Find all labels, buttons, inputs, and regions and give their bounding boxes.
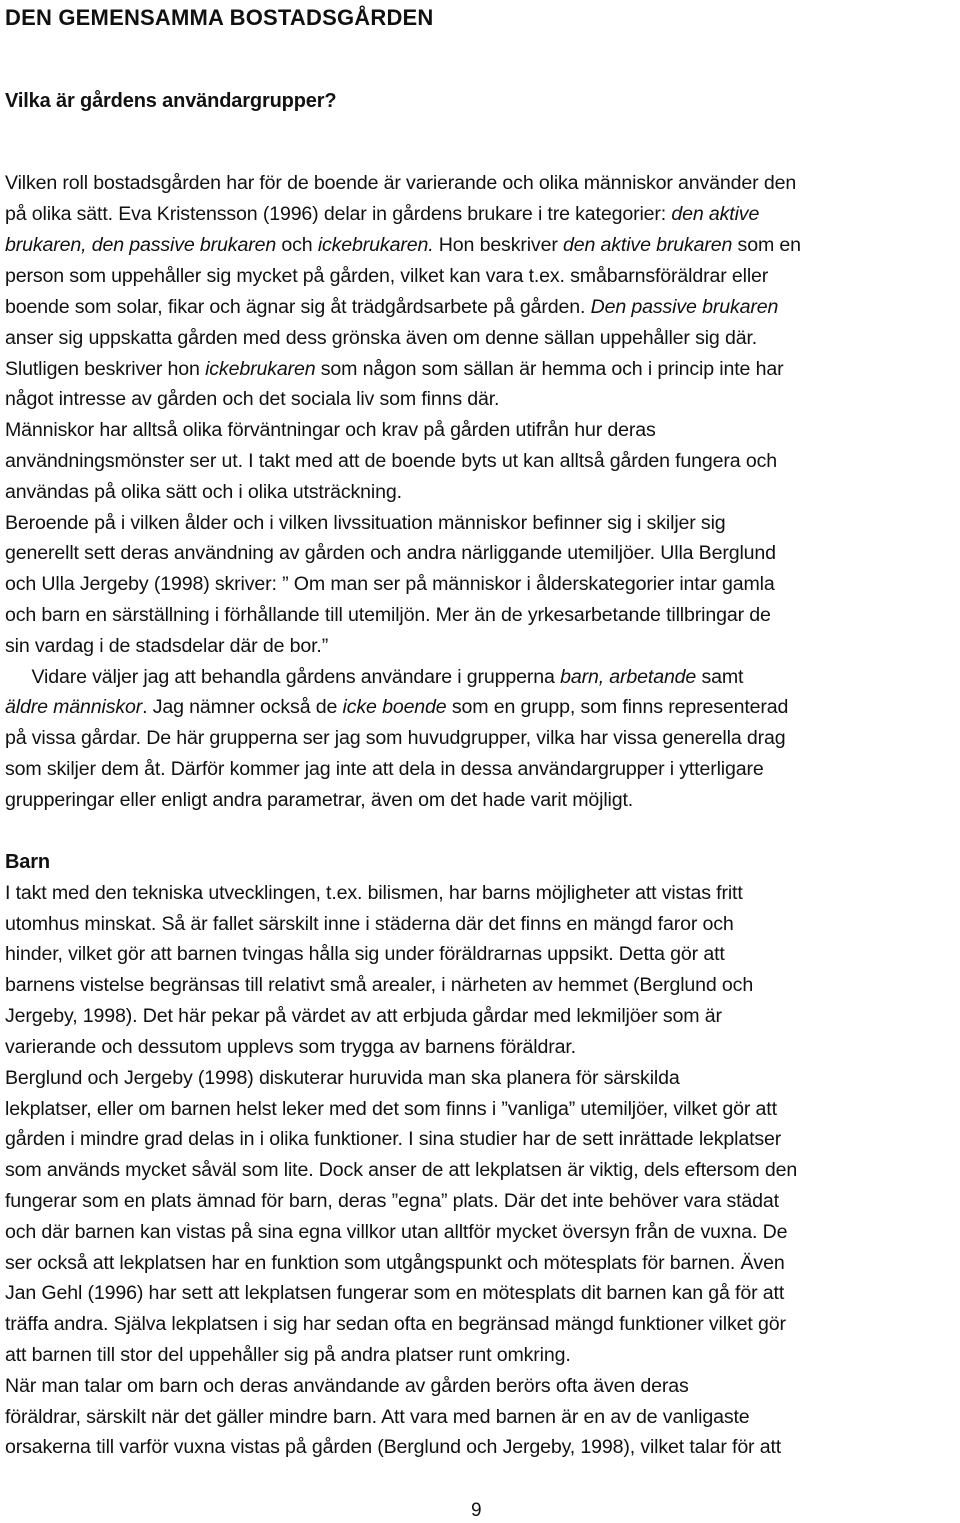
text-line: varierande och dessutom upplevs som trygga av barnens föräldrar.: [5, 1036, 576, 1058]
text-line: anser sig uppskatta gården med dess grönska även om denne sällan uppehåller sig där.: [5, 327, 758, 349]
text-line: träffa andra. Själva lekplatsen i sig har sedan ofta en begränsad mängd funktioner vilket gör: [5, 1313, 786, 1335]
text-line: Vidare väljer jag att behandla gårdens användare i grupperna barn, arbetande samt: [5, 666, 744, 688]
document-title: DEN GEMENSAMMA BOSTADSGÅRDEN: [5, 5, 434, 30]
text-line: på olika sätt. Eva Kristensson (1996) delar in gårdens brukare i tre kategorier: den aktive: [5, 203, 760, 225]
text-line: Berglund och Jergeby (1998) diskuterar huruvida man ska planera för särskilda: [5, 1067, 680, 1089]
text-line: Vilken roll bostadsgården har för de boende är varierande och olika människor använder den: [5, 172, 797, 194]
text-line: något intresse av gården och det sociala liv som finns där.: [5, 388, 500, 410]
text-line: orsakerna till varför vuxna vistas på gården (Berglund och Jergeby, 1998), vilket talar för att: [5, 1436, 782, 1458]
text-line: användningsmönster ser ut. I takt med att de boende byts ut kan alltså gården fungera och: [5, 450, 777, 472]
text-line: I takt med den tekniska utvecklingen, t.ex. bilismen, har barns möjligheter att vistas fritt: [5, 882, 743, 904]
text-line: generellt sett deras användning av gården och andra närliggande utemiljöer. Ulla Berglund: [5, 542, 776, 564]
text-line: ser också att lekplatsen har en funktion som utgångspunkt och mötesplats för barnen. Även: [5, 1252, 785, 1274]
text-line: föräldrar, särskilt när det gäller mindre barn. Att vara med barnen är en av de vanligaste: [5, 1406, 750, 1428]
text-line: användas på olika sätt och i olika utsträckning.: [5, 481, 402, 503]
text-line: på vissa gårdar. De här grupperna ser jag som huvudgrupper, vilka har vissa generella drag: [5, 727, 786, 749]
text-line: som används mycket såväl som lite. Dock anser de att lekplatsen är viktig, dels eftersom den: [5, 1159, 798, 1181]
text-line: hinder, vilket gör att barnen tvingas hålla sig under föräldrarnas uppsikt. Detta gör att: [5, 943, 725, 965]
text-line: Jergeby, 1998). Det här pekar på värdet av att erbjuda gårdar med lekmiljöer som är: [5, 1005, 722, 1027]
text-line: Människor har alltså olika förväntningar och krav på gården utifrån hur deras: [5, 419, 656, 441]
text-line: grupperingar eller enligt andra parametrar, även om det hade varit möjligt.: [5, 789, 634, 811]
text-line: och barn en särställning i förhållande till utemiljön. Mer än de yrkesarbetande tillbringar de: [5, 604, 771, 626]
text-line: barnens vistelse begränsas till relativt små arealer, i närheten av hemmet (Berglund och: [5, 974, 754, 996]
text-line: som skiljer dem åt. Därför kommer jag inte att dela in dessa användargrupper i ytterligare: [5, 758, 764, 780]
text-line: Jan Gehl (1996) har sett att lekplatsen fungerar som en mötesplats dit barnen kan gå för att: [5, 1282, 785, 1304]
text-line: Slutligen beskriver hon ickebrukaren som någon som sällan är hemma och i princip inte har: [5, 358, 784, 380]
text-line: och Ulla Jergeby (1998) skriver: ” Om man ser på människor i ålderskategorier intar gamla: [5, 573, 775, 595]
text-line: person som uppehåller sig mycket på gården, vilket kan vara t.ex. småbarnsföräldrar eller: [5, 265, 769, 287]
text-line: brukaren, den passive brukaren och ickebrukaren. Hon beskriver den aktive brukaren som en: [5, 234, 801, 256]
text-line: utomhus minskat. Så är fallet särskilt inne i städerna där det finns en mängd faror och: [5, 913, 734, 935]
text-line: Beroende på i vilken ålder och i vilken livssituation människor befinner sig i skiljer sig: [5, 512, 726, 534]
text-line: fungerar som en plats ämnad för barn, deras ”egna” plats. Där det inte behöver vara städat: [5, 1190, 779, 1212]
text-line: gården i mindre grad delas in i olika funktioner. I sina studier har de sett inrättade lekplatser: [5, 1128, 782, 1150]
section-heading-barn: Barn: [5, 851, 50, 873]
section-heading: Vilka är gårdens användargrupper?: [5, 90, 337, 112]
page-number: 9: [471, 1500, 482, 1521]
text-line: äldre människor. Jag nämner också de icke boende som en grupp, som finns representerad: [5, 696, 789, 718]
text-line: och där barnen kan vistas på sina egna villkor utan alltför mycket översyn från de vuxna. De: [5, 1221, 788, 1243]
text-line: sin vardag i de stadsdelar där de bor.”: [5, 635, 329, 657]
text-line: När man talar om barn och deras användande av gården berörs ofta även deras: [5, 1375, 689, 1397]
text-line: att barnen till stor del uppehåller sig på andra platser runt omkring.: [5, 1344, 571, 1366]
text-line: boende som solar, fikar och ägnar sig åt trädgårdsarbete på gården. Den passive brukaren: [5, 296, 779, 318]
text-line: lekplatser, eller om barnen helst leker med det som finns i ”vanliga” utemiljöer, vilket gör att: [5, 1098, 777, 1120]
